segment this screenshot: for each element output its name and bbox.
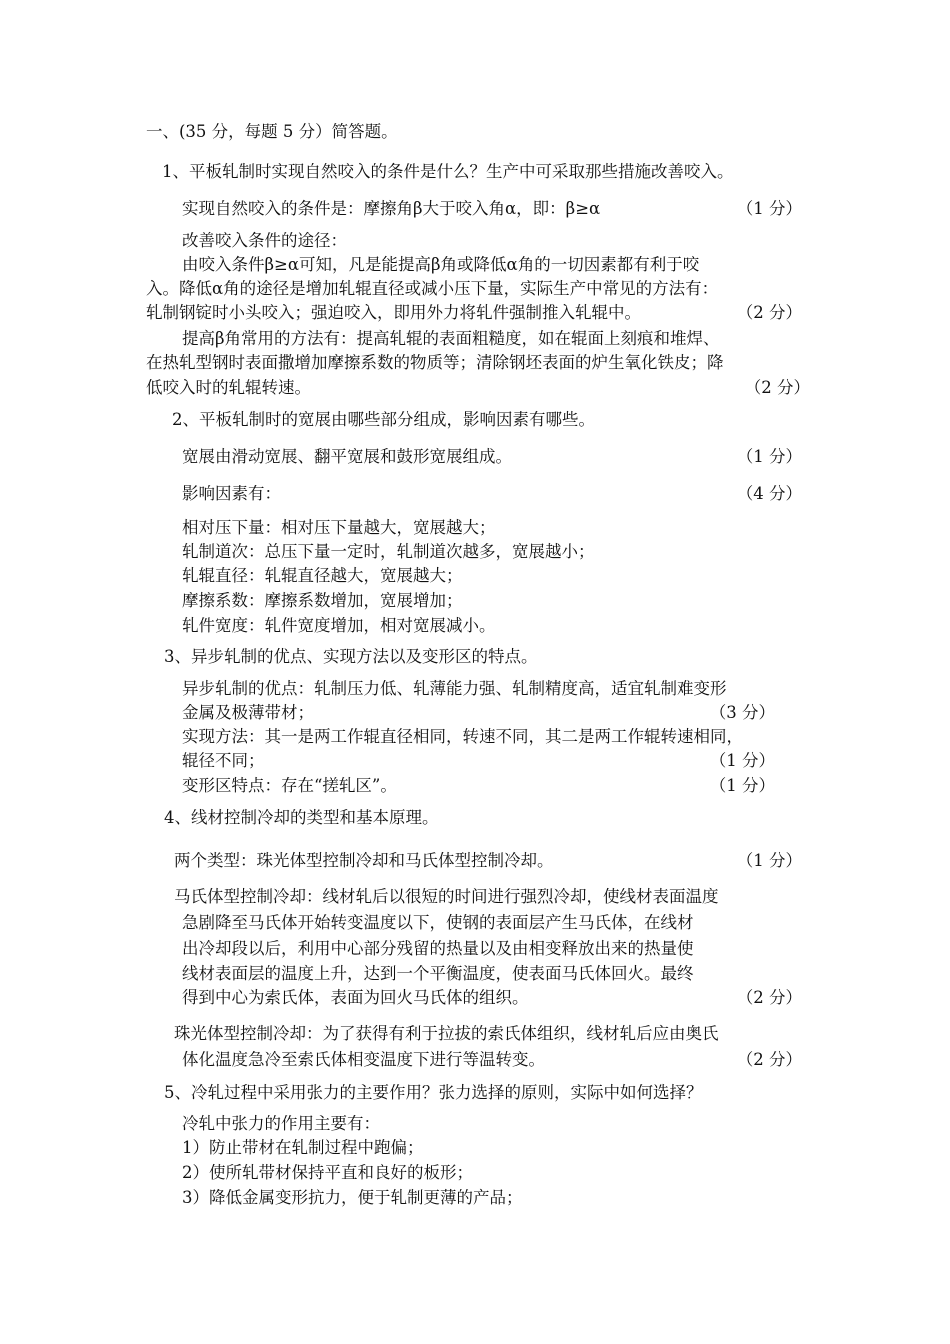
score-2-composition: （1 分） [736,447,802,466]
answer-2-factors-heading: 影响因素有： [182,484,281,503]
answer-1-condition: 实现自然咬入的条件是：摩擦角β大于咬入角α，即：β≥α [182,199,601,218]
answer-1-para2-line3: 低咬入时的轧辊转速。 [146,378,311,397]
answer-4-martensite-line4: 线材表面层的温度上升，达到一个平衡温度，使表面马氏体回火。最终 [182,964,694,983]
score-1-condition: （1 分） [736,199,802,218]
answer-3-zone: 变形区特点：存在“搓轧区”。 [182,776,397,795]
answer-1-para2-line1: 提高β角常用的方法有：提高轧辊的表面粗糙度，如在辊面上刻痕和堆焊、 [182,329,720,348]
question-1: 1、平板轧制时实现自然咬入的条件是什么？生产中可采取那些措施改善咬入。 [162,162,734,181]
score-2-factors: （4 分） [736,484,802,503]
answer-1-para1-line1: 由咬入条件β≥α可知，凡是能提高β角或降低α角的一切因素都有利于咬 [182,255,700,274]
factor-reduction: 相对压下量：相对压下量越大，宽展越大； [182,518,496,537]
answer-1-para1-line2: 入。降低α角的途径是增加轧辊直径或减小压下量，实际生产中常见的方法有： [146,279,719,298]
answer-1-para1-line3: 轧制钢锭时小头咬入；强迫咬入，即用外力将轧件强制推入轧辊中。 [146,303,641,322]
score-3-zone: （1 分） [709,776,775,795]
question-4: 4、线材控制冷却的类型和基本原理。 [164,808,439,827]
answer-4-martensite-line2: 急剧降至马氏体开始转变温度以下，使钢的表面层产生马氏体，在线材 [182,913,694,932]
question-2: 2、平板轧制时的宽展由哪些部分组成，影响因素有哪些。 [172,410,595,429]
answer-4-martensite-line3: 出冷却段以后，利用中心部分残留的热量以及由相变释放出来的热量使 [182,939,694,958]
answer-1-ways-heading: 改善咬入条件的途径： [182,231,347,250]
answer-5-item-1: 1）防止带材在轧制过程中跑偏； [182,1138,424,1157]
question-5: 5、冷轧过程中采用张力的主要作用？张力选择的原则，实际中如何选择？ [164,1083,703,1102]
answer-1-para2-line2: 在热轧型钢时表面撒增加摩擦系数的物质等；清除钢坯表面的炉生氧化铁皮；降 [146,353,724,372]
answer-4-pearlite-line1: 珠光体型控制冷却：为了获得有利于拉拔的索氏体组织，线材轧后应由奥氏 [174,1024,719,1043]
question-3: 3、异步轧制的优点、实现方法以及变形区的特点。 [164,647,538,666]
score-1-para2: （2 分） [744,378,810,397]
score-4-types: （1 分） [736,851,802,870]
answer-3-advantages-line1: 异步轧制的优点：轧制压力低、轧薄能力强、轧制精度高，适宜轧制难变形 [182,679,727,698]
factor-friction: 摩擦系数：摩擦系数增加，宽展增加； [182,591,463,610]
answer-3-advantages-line2: 金属及极薄带材； [182,703,314,722]
answer-4-pearlite-line2: 体化温度急冷至索氏体相变温度下进行等温转变。 [182,1050,545,1069]
score-4-martensite: （2 分） [736,988,802,1007]
answer-4-martensite-line1: 马氏体型控制冷却：线材轧后以很短的时间进行强烈冷却，使线材表面温度 [174,887,719,906]
score-3-method: （1 分） [709,751,775,770]
answer-5-intro: 冷轧中张力的作用主要有： [182,1114,380,1133]
score-3-advantages: （3 分） [709,703,775,722]
score-4-pearlite: （2 分） [736,1050,802,1069]
section-heading: 一、(35 分，每题 5 分）简答题。 [146,122,398,141]
answer-5-item-3: 3）降低金属变形抗力，便于轧制更薄的产品； [182,1188,523,1207]
answer-4-types: 两个类型：珠光体型控制冷却和马氏体型控制冷却。 [174,851,554,870]
answer-3-method-line1: 实现方法：其一是两工作辊直径相同，转速不同，其二是两工作辊转速相同， [182,727,743,746]
factor-passes: 轧制道次：总压下量一定时，轧制道次越多，宽展越小； [182,542,595,561]
factor-roll-diameter: 轧辊直径：轧辊直径越大，宽展越大； [182,566,463,585]
answer-4-martensite-line5: 得到中心为索氏体，表面为回火马氏体的组织。 [182,988,529,1007]
score-1-para1: （2 分） [736,303,802,322]
answer-5-item-2: 2）使所轧带材保持平直和良好的板形； [182,1163,473,1182]
answer-2-composition: 宽展由滑动宽展、翻平宽展和鼓形宽展组成。 [182,447,512,466]
factor-width: 轧件宽度：轧件宽度增加，相对宽展减小。 [182,616,496,635]
answer-3-method-line2: 辊径不同； [182,751,265,770]
